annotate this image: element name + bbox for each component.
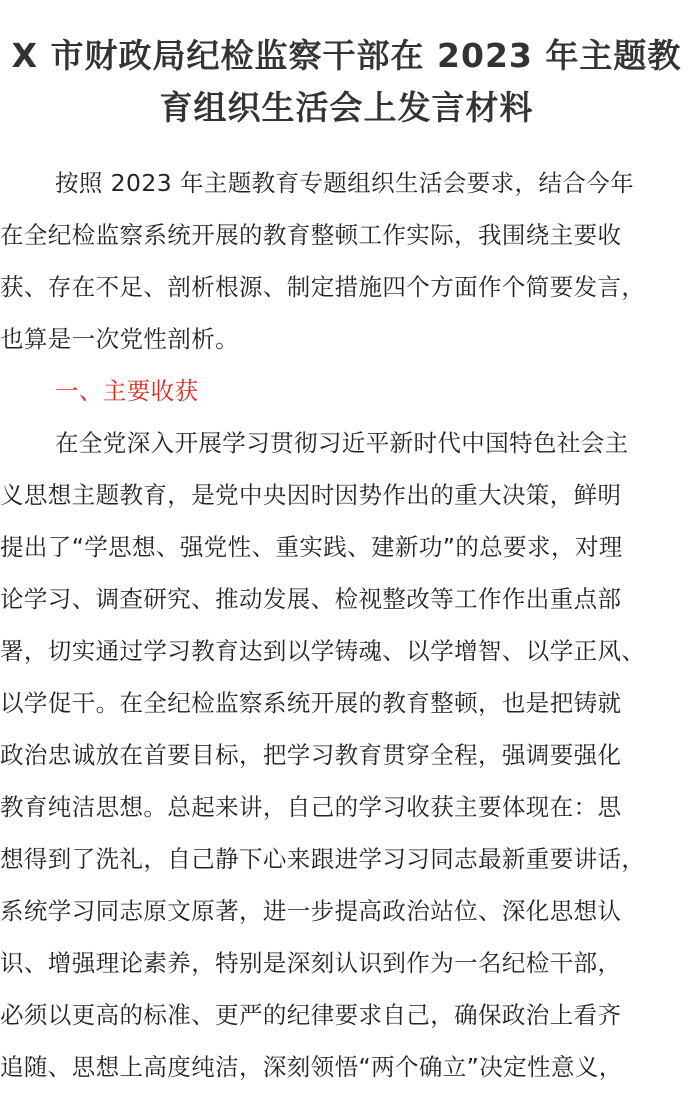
paragraph-line: 在全党深入开展学习贯彻习近平新时代中国特色社会主 <box>55 429 629 457</box>
paragraph-line: 政治忠诚放在首要目标，把学习教育贯穿全程，强调要强化 <box>0 741 622 769</box>
title-line-1: X 市财政局纪检监察干部在 2023 年主题教 <box>11 36 682 75</box>
title-line-2: 育组织生活会上发言材料 <box>159 88 534 127</box>
section-heading: 一、主要收获 <box>55 377 199 405</box>
paragraph-line: 必须以更高的标准、更严的纪律要求自己，确保政治上看齐 <box>0 1001 622 1029</box>
document-body <box>0 157 693 1093</box>
document-title <box>0 30 693 134</box>
paragraph-line: 义思想主题教育，是党中央因时因势作出的重大决策，鲜明 <box>0 481 622 509</box>
paragraph-line: 教育纯洁思想。总起来讲，自己的学习收获主要体现在：思 <box>0 793 622 821</box>
paragraph-line: 想得到了洗礼，自己静下心来跟进学习习同志最新重要讲话， <box>0 845 646 873</box>
paragraph-line: 在全纪检监察系统开展的教育整顿工作实际，我围绕主要收 <box>0 221 622 249</box>
paragraph-line: 论学习、调查研究、推动发展、检视整改等工作作出重点部 <box>0 585 622 613</box>
paragraph-line: 提出了“学思想、强党性、重实践、建新功”的总要求，对理 <box>0 533 623 561</box>
paragraph-line: 按照 2023 年主题教育专题组织生活会要求，结合今年 <box>55 169 635 197</box>
paragraph-line: 也算是一次党性剖析。 <box>0 325 239 353</box>
paragraph-line: 署，切实通过学习教育达到以学铸魂、以学增智、以学正风、 <box>0 637 646 665</box>
paragraph-line: 追随、思想上高度纯洁，深刻领悟“两个确立”决定性意义， <box>0 1053 623 1081</box>
paragraph-intro <box>0 157 693 365</box>
paragraph-line: 以学促干。在全纪检监察系统开展的教育整顿，也是把铸就 <box>0 689 622 717</box>
paragraph-line: 获、存在不足、剖析根源、制定措施四个方面作个简要发言， <box>0 273 646 301</box>
paragraph-line: 识、增强理论素养，特别是深刻认识到作为一名纪检干部， <box>0 949 622 977</box>
paragraph-main-gains <box>0 417 693 1093</box>
paragraph-line: 系统学习同志原文原著，进一步提高政治站位、深化思想认 <box>0 897 622 925</box>
